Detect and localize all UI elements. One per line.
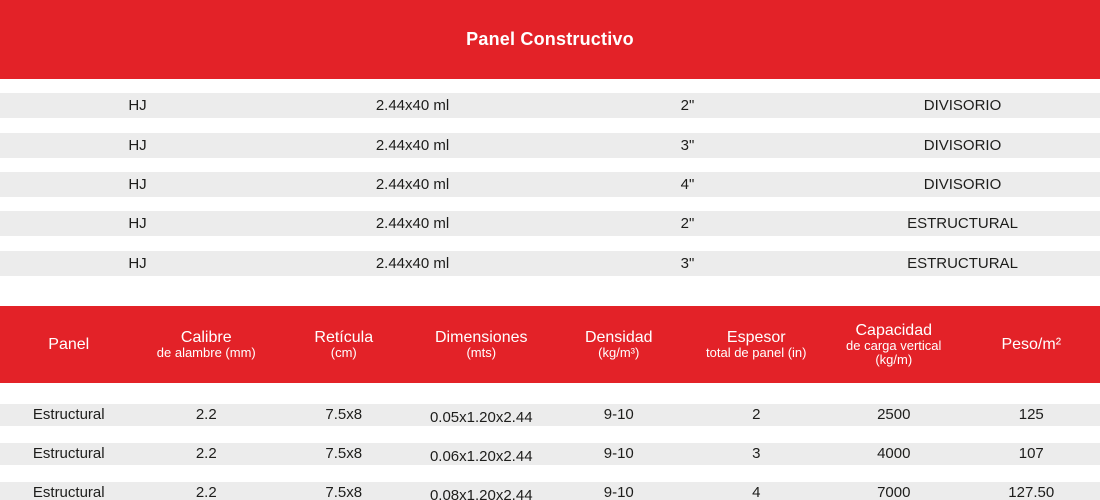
detail-table-row (0, 482, 1100, 500)
spec-size: 2.44x40 ml (375, 176, 450, 193)
cell-capacidad: 7000 (877, 484, 911, 500)
header-sub-label: (mts) (466, 345, 497, 360)
cell-capacidad: 2500 (877, 406, 911, 423)
spec-table-row (0, 133, 1100, 158)
header-sub-label: de carga vertical (846, 338, 942, 353)
spec-thickness: 2" (680, 97, 695, 114)
cell-peso: 125 (1018, 406, 1044, 423)
spec-code: HJ (128, 215, 147, 232)
cell-dimensiones: 0.08x1.20x2.44 (429, 487, 533, 500)
spec-size: 2.44x40 ml (375, 137, 450, 154)
spec-code: HJ (128, 97, 147, 114)
spec-code: HJ (128, 255, 147, 272)
cell-panel: Estructural (32, 484, 105, 500)
detail-table-row (0, 443, 1100, 465)
spec-thickness: 2" (680, 215, 695, 232)
cell-calibre: 2.2 (195, 445, 217, 462)
cell-densidad: 9-10 (603, 445, 634, 462)
header-main-label: Espesor (726, 329, 786, 346)
header-sub-label: (kg/m) (875, 352, 913, 367)
cell-dimensiones: 0.06x1.20x2.44 (429, 448, 533, 465)
header-sub-label: (cm) (330, 345, 357, 360)
cell-espesor: 4 (752, 484, 761, 500)
cell-capacidad: 4000 (877, 445, 911, 462)
spec-type: DIVISORIO (923, 137, 1002, 154)
cell-espesor: 2 (752, 406, 761, 423)
spec-type: DIVISORIO (923, 176, 1002, 193)
header-calibre (138, 306, 276, 383)
cell-calibre: 2.2 (195, 406, 217, 423)
header-main-label: Capacidad (855, 322, 932, 339)
spec-table-row (0, 251, 1100, 276)
cell-reticula: 7.5x8 (325, 445, 363, 462)
spec-table-row (0, 172, 1100, 197)
cell-reticula: 7.5x8 (325, 406, 363, 423)
spec-type: ESTRUCTURAL (907, 255, 1018, 272)
cell-espesor: 3 (752, 445, 761, 462)
spec-table-row (0, 93, 1100, 118)
header-main-label: Peso/m² (1001, 336, 1062, 353)
header-peso (963, 306, 1100, 383)
cell-densidad: 9-10 (603, 484, 634, 500)
header-main-label: Retícula (314, 329, 374, 346)
spec-size: 2.44x40 ml (375, 97, 450, 114)
header-sub-label: de alambre (mm) (156, 345, 256, 360)
cell-dimensiones: 0.05x1.20x2.44 (429, 409, 533, 426)
header-panel (0, 306, 138, 383)
cell-calibre: 2.2 (195, 484, 217, 500)
header-capacidad (825, 306, 963, 383)
spec-table-row (0, 211, 1100, 236)
spec-thickness: 3" (680, 137, 695, 154)
spec-type: DIVISORIO (923, 97, 1002, 114)
cell-panel: Estructural (32, 445, 105, 462)
cell-peso: 107 (1018, 445, 1044, 462)
header-main-label: Densidad (584, 329, 653, 346)
header-sub-label: total de panel (in) (706, 345, 807, 360)
header-espesor (688, 306, 826, 383)
spec-size: 2.44x40 ml (375, 215, 450, 232)
title-banner (0, 0, 1100, 79)
spec-thickness: 3" (680, 255, 695, 272)
header-sub-label: (kg/m³) (598, 345, 640, 360)
header-main-label: Calibre (180, 329, 232, 346)
detail-table-header (0, 306, 1100, 383)
page-title: Panel Constructivo (466, 29, 634, 49)
spec-type: ESTRUCTURAL (907, 215, 1018, 232)
header-reticula (275, 306, 413, 383)
header-main-label: Panel (48, 336, 90, 353)
cell-reticula: 7.5x8 (325, 484, 363, 500)
spec-thickness: 4" (680, 176, 695, 193)
spec-code: HJ (128, 176, 147, 193)
detail-table-row (0, 404, 1100, 426)
header-dimensiones (413, 306, 551, 383)
spec-code: HJ (128, 137, 147, 154)
header-densidad (550, 306, 688, 383)
spec-size: 2.44x40 ml (375, 255, 450, 272)
header-main-label: Dimensiones (435, 329, 528, 346)
cell-densidad: 9-10 (603, 406, 634, 423)
cell-peso: 127.50 (1008, 484, 1055, 500)
cell-panel: Estructural (32, 406, 105, 423)
